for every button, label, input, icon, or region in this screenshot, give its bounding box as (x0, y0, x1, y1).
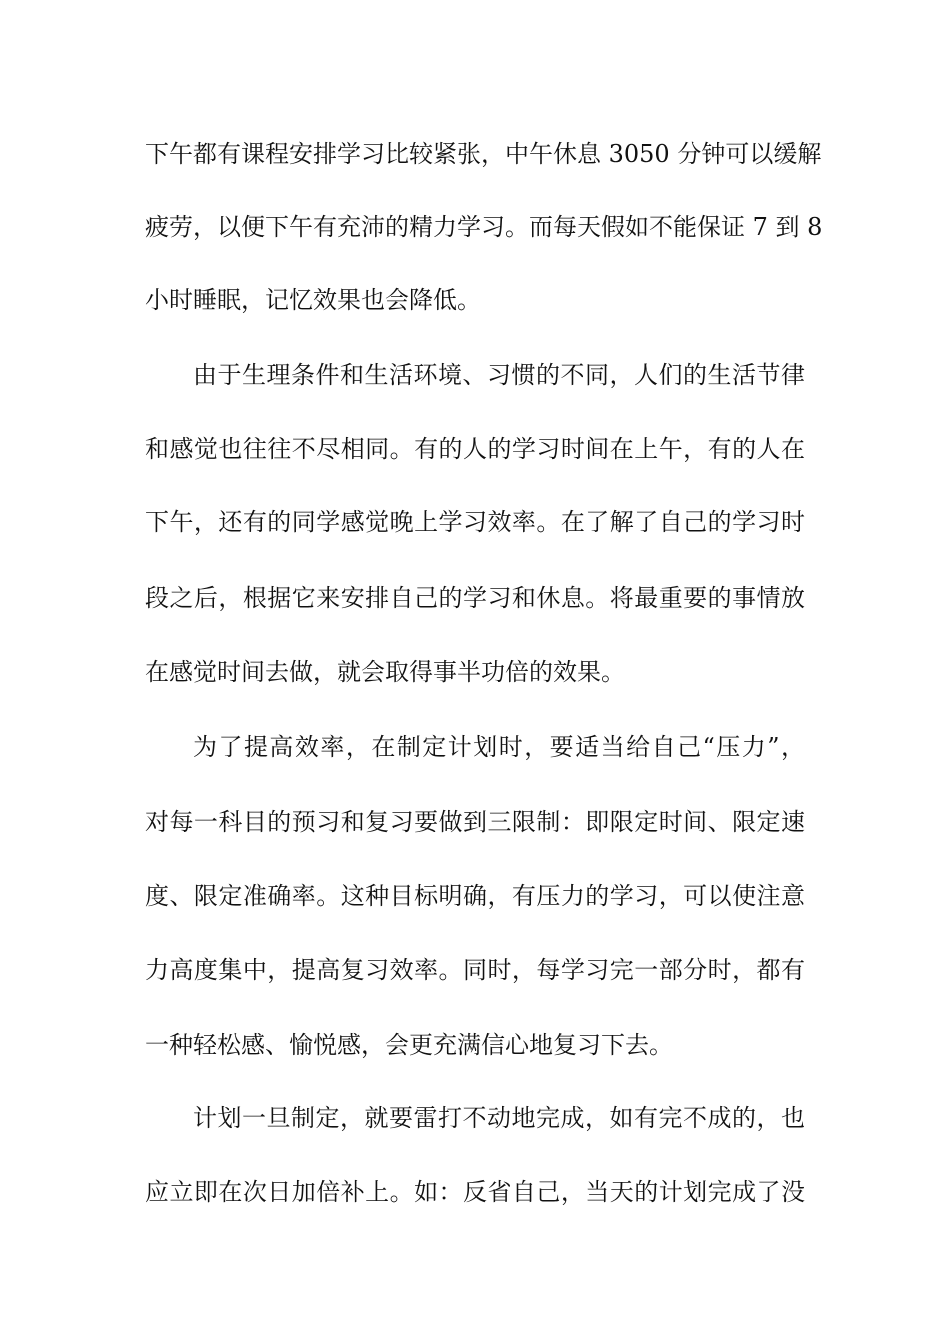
paragraph-first-line: 计划一旦制定，就要雷打不动地完成，如有完不成的，也 (193, 1104, 805, 1132)
text-line: 力高度集中，提高复习效率。同时，每学习完一部分时，都有 (145, 956, 805, 984)
text-line: 和感觉也往往不尽相同。有的人的学习时间在上午，有的人在 (145, 435, 805, 463)
text-line: 疲劳，以便下午有充沛的精力学习。而每天假如不能保证 7 到 8 (145, 213, 823, 241)
text-line: 下午，还有的同学感觉晚上学习效率。在了解了自己的学习时 (145, 508, 805, 536)
paragraph-first-line: 由于生理条件和生活环境、习惯的不同，人们的生活节律 (193, 361, 805, 389)
text-line: 段之后，根据它来安排自己的学习和休息。将最重要的事情放 (145, 584, 805, 612)
text-line: 一种轻松感、愉悦感，会更充满信心地复习下去。 (145, 1031, 673, 1059)
text-line: 下午都有课程安排学习比较紧张，中午休息 3050 分钟可以缓解 (145, 140, 822, 168)
text-line: 应立即在次日加倍补上。如：反省自己，当天的计划完成了没 (145, 1178, 805, 1206)
paragraph-first-line: 为了提高效率，在制定计划时，要适当给自己“压力”， (193, 733, 805, 761)
text-line: 度、限定准确率。这种目标明确，有压力的学习，可以使注意 (145, 882, 805, 910)
text-line: 在感觉时间去做，就会取得事半功倍的效果。 (145, 658, 625, 686)
text-line: 小时睡眠，记忆效果也会降低。 (145, 286, 481, 314)
text-line: 对每一科目的预习和复习要做到三限制：即限定时间、限定速 (145, 808, 805, 836)
